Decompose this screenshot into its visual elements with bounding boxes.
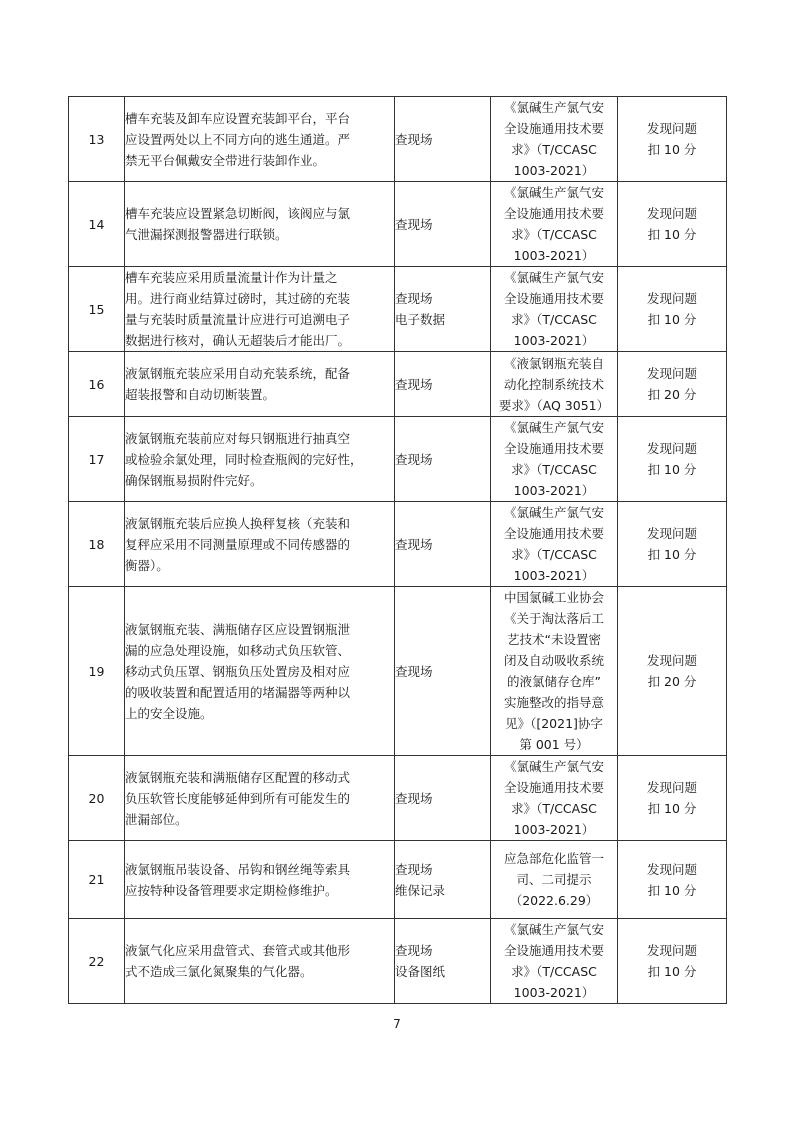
requirement-text	[125, 182, 395, 267]
reference-basis-line: 司、二司提示	[516, 872, 592, 887]
table-row	[69, 97, 727, 182]
requirement-text-line: 上的安全设施。	[125, 705, 213, 721]
reference-basis-line: 全设施通用技术要	[503, 441, 604, 456]
penalty-score	[618, 502, 727, 587]
requirement-text-line: 漏的应急处理设施，如移动式负压软管、	[125, 642, 351, 658]
check-method-line: 维保记录	[395, 882, 446, 898]
reference-basis-line: 第 001 号）	[519, 737, 589, 752]
penalty-score-line: 扣 20 分	[647, 387, 697, 402]
check-method	[395, 97, 491, 182]
penalty-score-line: 扣 10 分	[647, 882, 697, 898]
reference-basis	[491, 502, 618, 587]
check-method-line: 查现场	[395, 131, 433, 147]
check-method-line: 查现场	[395, 451, 433, 467]
reference-basis-line: 《液氯钢瓶充装自	[503, 355, 604, 371]
requirement-text-line: 负压软管长度能够延伸到所有可能发生的	[125, 790, 351, 806]
check-method	[395, 267, 491, 352]
reference-basis-line: 求》（T/CCASC	[511, 227, 597, 242]
requirement-text-line: 式不造成三氯化氮聚集的气化器。	[125, 964, 313, 979]
requirement-text-line: 槽车充装应采用质量流量计作为计量之	[125, 270, 338, 285]
row-number: 16	[69, 352, 125, 417]
penalty-score-line: 发现问题	[646, 653, 697, 668]
reference-basis-line: 中国氯碱工业协会	[503, 590, 604, 605]
penalty-score	[618, 417, 727, 502]
reference-basis-line: 《氯碱生产氯气安	[503, 759, 604, 774]
check-method-line: 查现场	[395, 943, 433, 958]
requirement-text-line: 液氯钢瓶充装前应对每只钢瓶进行抽真空	[125, 430, 351, 446]
check-method	[395, 352, 491, 417]
penalty-score-line: 发现问题	[646, 366, 697, 381]
row-number: 22	[69, 919, 125, 1004]
requirement-text	[125, 97, 395, 182]
requirement-text-line: 液氯钢瓶充装和满瓶储存区配置的移动式	[125, 769, 351, 785]
reference-basis-line: 全设施通用技术要	[503, 121, 604, 136]
penalty-score-line: 发现问题	[646, 526, 697, 541]
requirement-text-line: 槽车充装及卸车应设置充装卸平台，平台	[125, 110, 351, 126]
check-method-line: 查现场	[395, 861, 433, 877]
table-row	[69, 267, 727, 352]
requirement-text-line: 确保钢瓶易损附件完好。	[125, 472, 263, 488]
table-row	[69, 587, 727, 756]
check-method-line: 设备图纸	[395, 964, 446, 979]
penalty-score-line: 发现问题	[646, 206, 697, 221]
requirement-text-line: 应按特种设备管理要求定期检修维护。	[125, 882, 338, 898]
reference-basis	[491, 587, 618, 756]
penalty-score-line: 发现问题	[646, 121, 697, 136]
penalty-score-line: 扣 20 分	[647, 674, 697, 689]
requirement-text-line: 数据进行核对，确认无超装后才能出厂。	[125, 333, 351, 348]
reference-basis-line: （2022.6.29）	[509, 893, 599, 908]
penalty-score	[618, 919, 727, 1004]
page-number: 7	[393, 1017, 401, 1031]
reference-basis-line: 全设施通用技术要	[503, 780, 604, 795]
check-method	[395, 502, 491, 587]
reference-basis	[491, 756, 618, 841]
requirement-text	[125, 587, 395, 756]
reference-basis-line: 1003-2021）	[513, 333, 595, 348]
requirement-text	[125, 502, 395, 587]
reference-basis	[491, 352, 618, 417]
check-method	[395, 841, 491, 919]
row-number: 20	[69, 756, 125, 841]
row-number: 19	[69, 587, 125, 756]
requirement-text	[125, 841, 395, 919]
requirement-text-line: 的吸收装置和配置适用的堵漏器等两种以	[125, 684, 351, 700]
reference-basis-line: 要求》（AQ 3051）	[498, 397, 610, 413]
penalty-score-line: 发现问题	[646, 780, 697, 795]
requirement-text-line: 液氯钢瓶充装、满瓶储存区应设置钢瓶泄	[125, 621, 351, 637]
reference-basis-line: 全设施通用技术要	[503, 206, 604, 221]
reference-basis-line: 求》（T/CCASC	[511, 142, 597, 157]
requirement-text-line: 液氯气化应采用盘管式、套管式或其他形	[125, 943, 351, 958]
row-number: 21	[69, 841, 125, 919]
reference-basis-line: 全设施通用技术要	[503, 943, 604, 958]
check-method	[395, 587, 491, 756]
requirement-text-line: 气泄漏探测报警器进行联锁。	[125, 227, 288, 242]
row-number: 14	[69, 182, 125, 267]
table-row	[69, 756, 727, 841]
reference-basis-line: 1003-2021）	[513, 822, 595, 837]
table-row	[69, 417, 727, 502]
reference-basis-line: 实施整改的指导意	[503, 695, 604, 710]
penalty-score-line: 扣 10 分	[647, 964, 697, 979]
requirement-text-line: 槽车充装应设置紧急切断阀，该阀应与氯	[125, 206, 351, 221]
reference-basis-line: 1003-2021）	[513, 568, 595, 583]
reference-basis-line: 《氯碱生产氯气安	[503, 185, 604, 200]
requirement-text	[125, 756, 395, 841]
row-number: 13	[69, 97, 125, 182]
penalty-score-line: 发现问题	[646, 291, 697, 306]
requirement-text	[125, 352, 395, 417]
reference-basis-line: 求》（T/CCASC	[511, 312, 597, 327]
reference-basis	[491, 97, 618, 182]
requirement-text-line: 超装报警和自动切断装置。	[125, 387, 276, 402]
reference-basis	[491, 267, 618, 352]
reference-basis-line: 1003-2021）	[513, 163, 595, 178]
penalty-score	[618, 841, 727, 919]
check-method-line: 电子数据	[395, 312, 446, 327]
penalty-score-line: 扣 10 分	[647, 142, 697, 157]
reference-basis-line: 闭及自动吸收系统	[503, 653, 604, 668]
penalty-score-line: 发现问题	[646, 943, 697, 958]
reference-basis-line: 求》（T/CCASC	[511, 964, 597, 979]
requirement-text-line: 或检验余氯处理，同时检查瓶阀的完好性，	[125, 451, 363, 467]
penalty-score	[618, 267, 727, 352]
reference-basis-line: 全设施通用技术要	[503, 291, 604, 306]
penalty-score-line: 扣 10 分	[647, 547, 697, 562]
penalty-score-line: 发现问题	[646, 861, 697, 877]
penalty-score	[618, 756, 727, 841]
reference-basis	[491, 841, 618, 919]
reference-basis-line: 《氯碱生产氯气安	[503, 270, 604, 285]
penalty-score-line: 扣 10 分	[647, 312, 697, 327]
reference-basis-line: 1003-2021）	[513, 483, 595, 498]
check-method-line: 查现场	[395, 663, 433, 679]
requirement-text-line: 禁无平台佩戴安全带进行装卸作业。	[125, 152, 326, 168]
table-row	[69, 841, 727, 919]
requirement-text-line: 移动式负压罩、钢瓶负压处置房及相对应	[125, 663, 351, 679]
penalty-score	[618, 182, 727, 267]
check-method-line: 查现场	[395, 291, 433, 306]
reference-basis-line: 求》（T/CCASC	[511, 462, 597, 477]
table-row	[69, 919, 727, 1004]
row-number: 15	[69, 267, 125, 352]
penalty-score-line: 发现问题	[646, 441, 697, 456]
check-method-line: 查现场	[395, 536, 433, 552]
reference-basis-line: 动化控制系统技术	[503, 376, 604, 392]
reference-basis	[491, 417, 618, 502]
reference-basis-line: 艺技术“未设置密	[507, 632, 601, 647]
check-method-line: 查现场	[395, 376, 433, 392]
table-row	[69, 502, 727, 587]
reference-basis-line: 《氯碱生产氯气安	[503, 420, 604, 435]
reference-basis-line: 《氯碱生产氯气安	[503, 922, 604, 937]
requirement-text-line: 液氯钢瓶充装后应换人换秤复核（充装和	[125, 515, 351, 531]
penalty-score-line: 扣 10 分	[647, 227, 697, 242]
check-method-line: 查现场	[395, 790, 433, 806]
reference-basis-line: 《氯碱生产氯气安	[503, 100, 604, 115]
inspection-table	[68, 96, 727, 1004]
reference-basis-line: 的液氯储存仓库”	[507, 674, 601, 689]
reference-basis-line: 求》（T/CCASC	[511, 801, 597, 816]
requirement-text	[125, 417, 395, 502]
check-method	[395, 417, 491, 502]
requirement-text-line: 用。进行商业结算过磅时，其过磅的充装	[125, 291, 351, 306]
reference-basis	[491, 919, 618, 1004]
reference-basis-line: 全设施通用技术要	[503, 526, 604, 541]
penalty-score-line: 扣 10 分	[647, 801, 697, 816]
reference-basis	[491, 182, 618, 267]
row-number: 18	[69, 502, 125, 587]
requirement-text-line: 应设置两处以上不同方向的逃生通道。严	[125, 131, 351, 147]
reference-basis-line: 见》（[2021]协字	[505, 716, 603, 731]
reference-basis-line: 求》（T/CCASC	[511, 547, 597, 562]
requirement-text-line: 液氯钢瓶充装应采用自动充装系统，配备	[125, 366, 351, 381]
reference-basis-line: 1003-2021）	[513, 248, 595, 263]
requirement-text-line: 泄漏部位。	[125, 811, 188, 827]
requirement-text-line: 衡器）。	[125, 557, 169, 573]
requirement-text-line: 液氯钢瓶吊装设备、吊钩和钢丝绳等索具	[125, 861, 351, 877]
check-method-line: 查现场	[395, 216, 433, 232]
check-method	[395, 756, 491, 841]
penalty-score	[618, 587, 727, 756]
check-method	[395, 919, 491, 1004]
reference-basis-line: 《关于淘汰落后工	[503, 611, 604, 626]
requirement-text-line: 量与充装时质量流量计应进行可追溯电子	[125, 312, 351, 327]
row-number: 17	[69, 417, 125, 502]
requirement-text-line: 复秤应采用不同测量原理或不同传感器的	[125, 536, 351, 552]
penalty-score	[618, 97, 727, 182]
check-method	[395, 182, 491, 267]
penalty-score	[618, 352, 727, 417]
penalty-score-line: 扣 10 分	[647, 462, 697, 477]
requirement-text	[125, 919, 395, 1004]
table-row	[69, 352, 727, 417]
reference-basis-line: 1003-2021）	[513, 985, 595, 1000]
table-row	[69, 182, 727, 267]
reference-basis-line: 应急部危化监管一	[503, 851, 604, 866]
reference-basis-line: 《氯碱生产氯气安	[503, 505, 604, 520]
requirement-text	[125, 267, 395, 352]
